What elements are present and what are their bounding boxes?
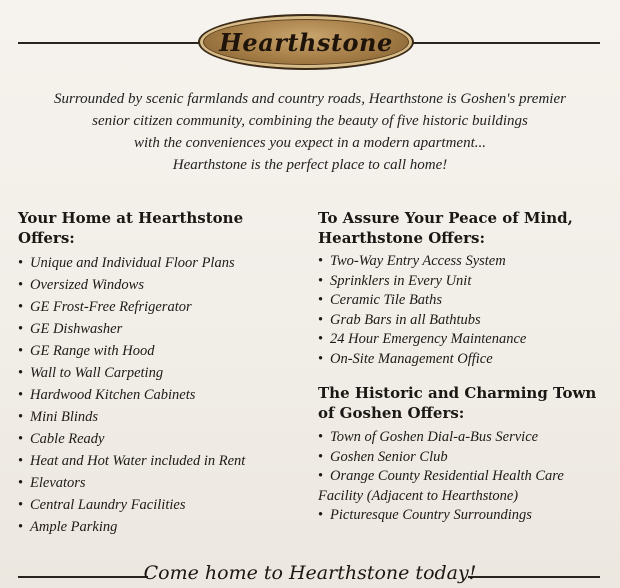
- goshen-list: [318, 428, 608, 526]
- list-item: • Wall to Wall Carpeting: [18, 362, 300, 384]
- list-item: • Sprinklers in Every Unit: [318, 272, 608, 292]
- header-rule-right: [408, 42, 600, 44]
- list-item: • Central Laundry Facilities: [18, 494, 300, 516]
- list-item: • Picturesque Country Surroundings: [318, 506, 608, 526]
- intro-line: with the conveniences you expect in a modern apartment...: [134, 135, 486, 151]
- list-item: • Ceramic Tile Baths: [318, 291, 608, 311]
- list-item: • Ample Parking: [18, 516, 300, 538]
- list-item: • Orange County Residential Health Care: [318, 467, 608, 487]
- list-item: • Unique and Individual Floor Plans: [18, 252, 300, 274]
- list-item: • Two-Way Entry Access System: [318, 252, 608, 272]
- goshen-heading-line2: of Goshen Offers:: [318, 404, 465, 422]
- footer-tagline: Come home to Hearthstone today!: [143, 562, 477, 584]
- list-item: • Elevators: [18, 472, 300, 494]
- intro-line: Surrounded by scenic farmlands and country roads, Hearthstone is Goshen's premier: [54, 91, 566, 107]
- list-item: • Heat and Hot Water included in Rent: [18, 450, 300, 472]
- list-item: • Oversized Windows: [18, 274, 300, 296]
- list-item: • Grab Bars in all Bathtubs: [318, 311, 608, 331]
- home-offers-column: [18, 208, 300, 538]
- intro-paragraph: [20, 88, 600, 176]
- list-item: • Goshen Senior Club: [318, 448, 608, 468]
- list-item: • Mini Blinds: [18, 406, 300, 428]
- goshen-heading: The Historic and Charming Town: [318, 384, 597, 402]
- list-item: • On-Site Management Office: [318, 350, 608, 370]
- list-item: • Town of Goshen Dial-a-Bus Service: [318, 428, 608, 448]
- intro-line: Hearthstone is the perfect place to call home!: [172, 157, 448, 173]
- home-offers-list: [18, 252, 300, 538]
- list-item: • Cable Ready: [18, 428, 300, 450]
- peace-of-mind-heading: To Assure Your Peace of Mind,: [318, 209, 573, 227]
- header-rule-left: [18, 42, 200, 44]
- peace-of-mind-heading-line2: Hearthstone Offers:: [318, 229, 486, 247]
- list-item-continuation: Facility (Adjacent to Hearthstone): [318, 487, 519, 504]
- home-offers-heading: Your Home at Hearthstone Offers:: [18, 209, 244, 247]
- logo-text: Hearthstone: [219, 27, 393, 57]
- intro-line: senior citizen community, combining the beauty of five historic buildings: [92, 113, 528, 129]
- list-item: • Hardwood Kitchen Cabinets: [18, 384, 300, 406]
- peace-of-mind-list: [318, 252, 608, 369]
- peace-of-mind-column: [318, 208, 608, 526]
- list-item: • GE Frost-Free Refrigerator: [18, 296, 300, 318]
- list-item: • GE Range with Hood: [18, 340, 300, 362]
- hearthstone-logo: [198, 14, 414, 70]
- list-item: • GE Dishwasher: [18, 318, 300, 340]
- list-item: • 24 Hour Emergency Maintenance: [318, 330, 608, 350]
